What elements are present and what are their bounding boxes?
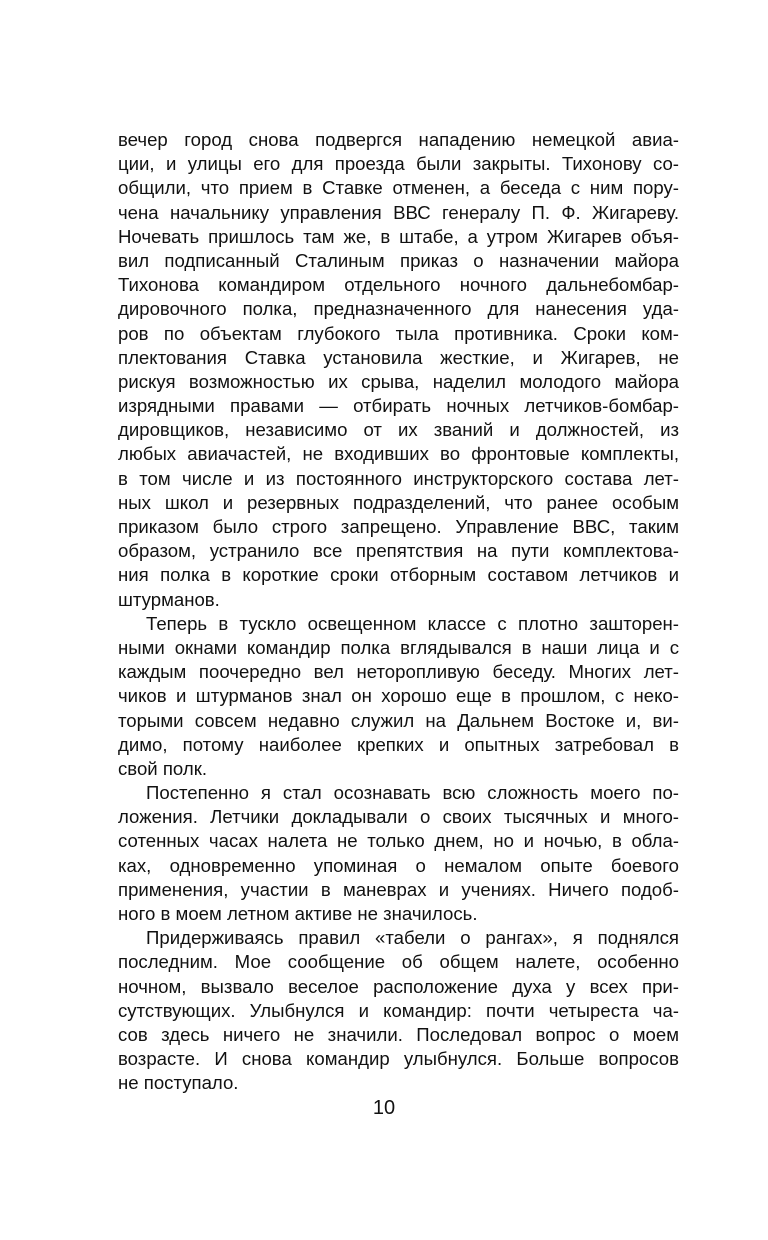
paragraph-line: в том числе и из постоянного инструкторского состава лет- [118,467,679,489]
paragraph-line: дировочного полка, предназначенного для нанесения уда- [118,298,679,320]
paragraph-line: свой полк. [118,757,208,779]
paragraph-line: изрядными правами — отбирать ночных летчиков-бомбар- [118,395,679,417]
paragraph-line: Тихонова командиром отдельного ночного дальнебомбар- [118,274,679,296]
paragraph-line: применения, участии в маневрах и учениях. Ничего подоб- [118,878,679,900]
paragraph-line: дировщиков, независимо от их званий и должностей, из [118,419,679,441]
paragraph-3 [118,781,679,926]
paragraph-line: ных школ и резервных подразделений, что ранее особым [118,491,679,513]
body-text [118,128,679,1096]
paragraph-line: ными окнами командир полка вглядывался в наши лица и с [118,636,679,658]
paragraph-line: возрасте. И снова командир улыбнулся. Больше вопросов [118,1048,679,1070]
paragraph-line: торыми совсем недавно служил на Дальнем Востоке и, ви- [118,709,679,731]
paragraph-line: общили, что прием в Ставке отменен, а беседа с ним пору- [118,177,679,199]
paragraph-line: сутствующих. Улыбнулся и командир: почти четыреста ча- [118,999,679,1021]
paragraph-line: вечер город снова подвергся нападению немецкой авиа- [118,129,679,150]
paragraph-line: ния полка в короткие сроки отборным составом летчиков и [118,564,679,586]
paragraph-line: штурманов. [118,588,220,610]
paragraph-line: чена начальнику управления ВВС генералу П. Ф. Жигареву. [118,201,679,223]
paragraph-1 [118,128,679,612]
paragraph-line: Придерживаясь правил «табели о рангах», я поднялся [146,927,679,949]
paragraph-line: ции, и улицы его для проезда были закрыты. Тихонову со- [118,153,679,175]
paragraph-line: плектования Ставка установила жесткие, и Жигарев, не [118,346,679,368]
paragraph-2 [118,612,679,781]
paragraph-line: сов здесь ничего не значили. Последовал вопрос о моем [118,1023,679,1045]
paragraph-line: димо, потому наиболее крепких и опытных затребовал в [118,733,679,755]
paragraph-line: не поступало. [118,1072,239,1094]
paragraph-line: сотенных часах налета не только днем, но и ночью, в обла- [118,830,679,852]
paragraph-line: Теперь в тускло освещенном классе с плотно зашторен- [146,612,679,634]
paragraph-line: ночном, вызвало веселое расположение духа у всех при- [118,975,679,997]
page-number: 10 [372,1097,396,1119]
paragraph-line: чиков и штурманов знал он хорошо еще в прошлом, с неко- [118,685,679,707]
paragraph-line: каждым поочередно вел неторопливую беседу. Многих лет- [118,661,679,683]
paragraph-line: ложения. Летчики докладывали о своих тысячных и много- [118,806,679,828]
paragraph-line: рискуя возможностью их срыва, наделил молодого майора [118,370,679,392]
paragraph-line: приказом было строго запрещено. Управление ВВС, таким [118,516,679,537]
paragraph-4 [118,926,679,1095]
paragraph-line: ров по объектам глубокого тыла противника. Сроки ком- [118,322,679,344]
paragraph-line: ках, одновременно упоминая о немалом опыте боевого [118,854,679,876]
paragraph-line: последним. Мое сообщение об общем налете, особенно [118,951,679,973]
paragraph-line: Постепенно я стал осознавать всю сложность моего по- [146,782,679,804]
paragraph-line: вил подписанный Сталиным приказ о назначении майора [118,249,679,271]
paragraph-line: Ночевать пришлось там же, в штабе, а утром Жигарев объя- [118,225,679,247]
paragraph-line: образом, устранило все препятствия на пути комплектова- [118,540,679,562]
paragraph-line: любых авиачастей, не входивших во фронтовые комплекты, [118,443,679,465]
paragraph-line: ного в моем летном активе не значилось. [118,903,478,924]
